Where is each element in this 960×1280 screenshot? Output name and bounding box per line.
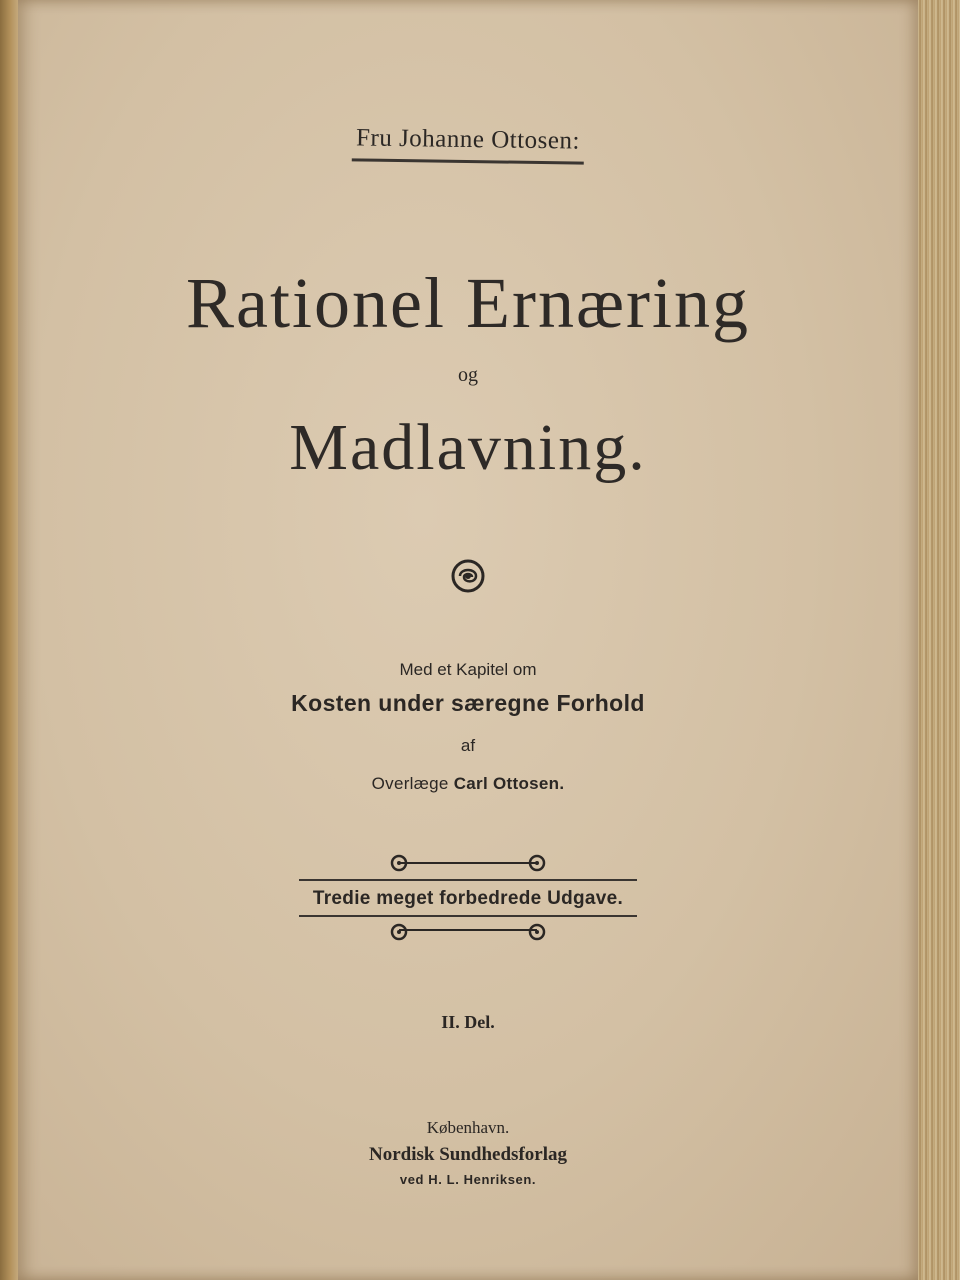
contributor-line (18, 774, 918, 794)
chapter-title: Kosten under særegne Forhold (291, 690, 645, 716)
scroll-ornament-top-icon (299, 852, 637, 874)
contributor-name: Carl Ottosen. (453, 774, 565, 793)
contributor-role: Overlæge (371, 774, 449, 793)
author-name: Fru Johanne Ottosen: (352, 124, 584, 164)
scroll-ornament-bottom-icon (299, 917, 637, 945)
imprint-publisher: Nordisk Sundhedsforlag (369, 1144, 567, 1165)
page-stack-edge (916, 0, 960, 1280)
subtitle-intro: Med et Kapitel om (399, 660, 537, 679)
imprint-proprietor: ved H. L. Henriksen. (399, 1172, 537, 1187)
title-line-2: Madlavning. (289, 411, 647, 484)
title-page (18, 0, 918, 1280)
title-conjunction: og (458, 364, 478, 386)
edition-block (18, 852, 918, 950)
edition-statement: Tredie meget forbedrede Udgave. (312, 888, 624, 909)
imprint-city: København. (426, 1118, 510, 1137)
part-number: II. Del. (441, 1012, 495, 1032)
title-line-1: Rationel Ernæring (186, 263, 750, 343)
author-block (18, 126, 918, 163)
rose-ornament-icon (18, 556, 918, 600)
subtitle-by: af (460, 736, 476, 755)
